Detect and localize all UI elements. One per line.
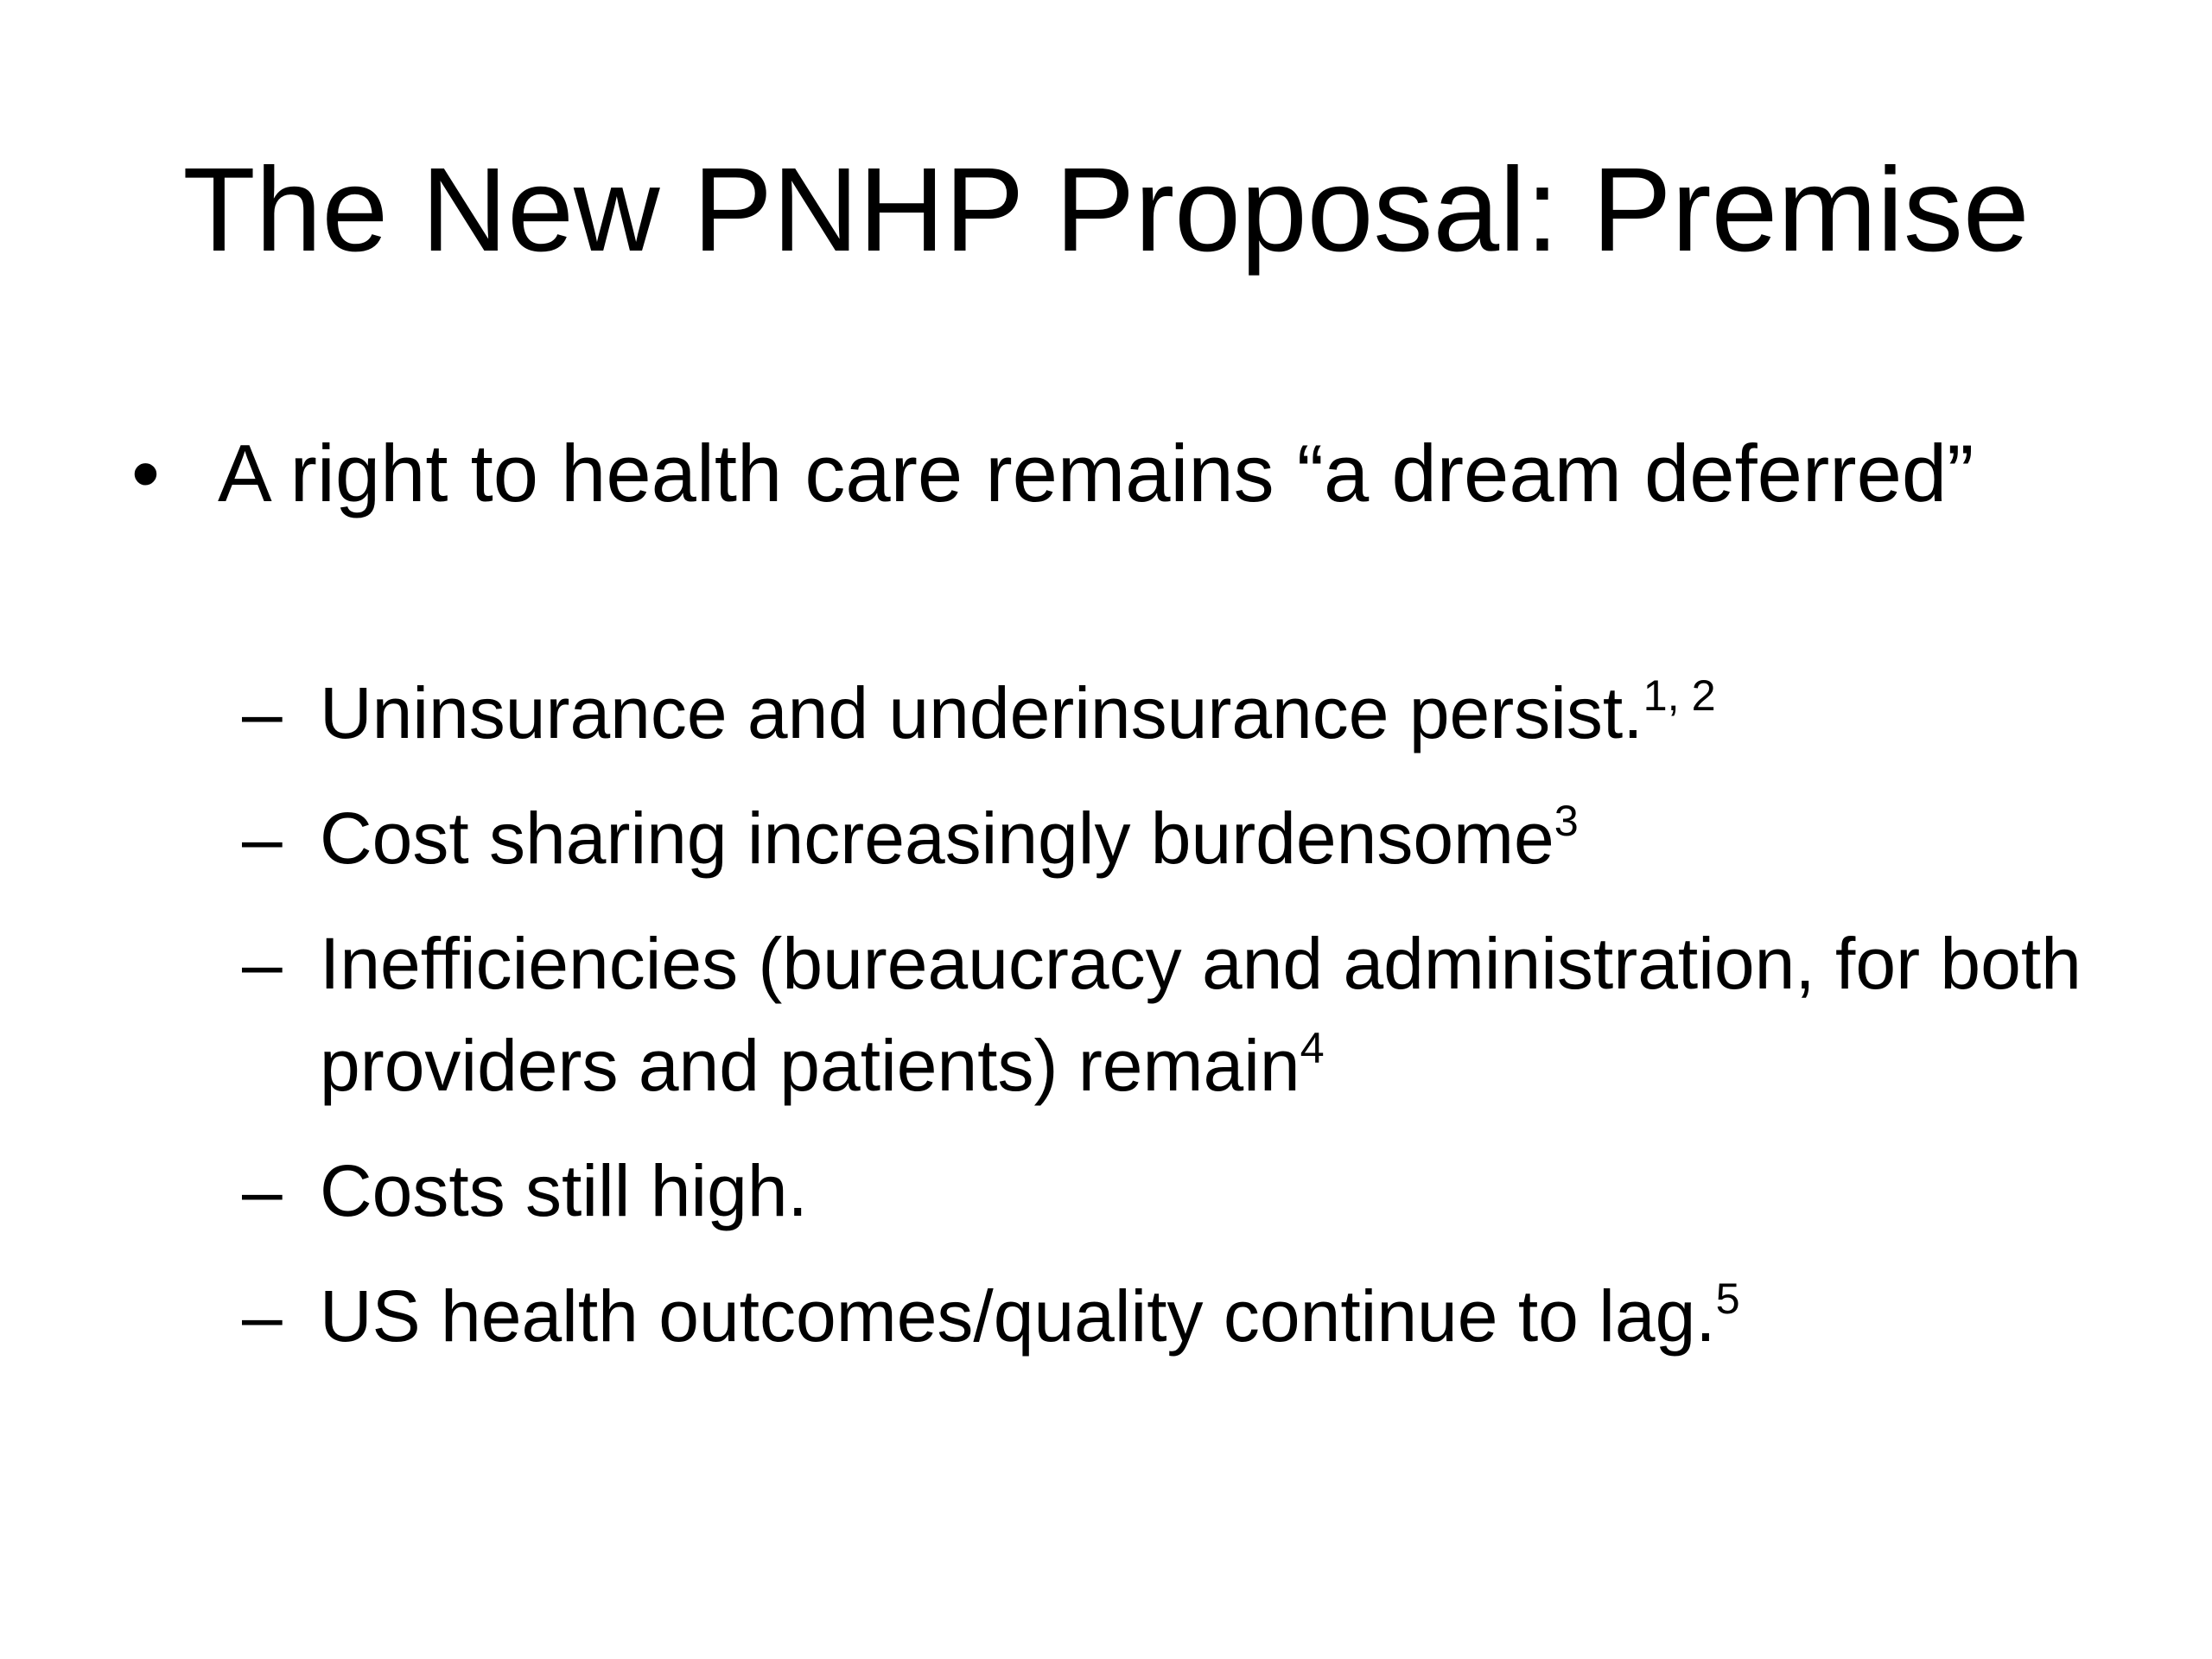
- sub-bullet-item: [242, 662, 2177, 764]
- bullet-marker: •: [131, 428, 160, 518]
- sub-bullet-item: [242, 1140, 2177, 1242]
- dash-marker: –: [242, 923, 283, 1004]
- sub-bullet-list: [242, 662, 2177, 1390]
- bullet-text: A right to health care remains “a dream deferred”: [218, 428, 1974, 518]
- footnote-ref: 3: [1554, 796, 1579, 846]
- sub-bullet-item: [242, 787, 2177, 889]
- dash-marker: –: [242, 798, 283, 879]
- footnote-ref: 4: [1300, 1023, 1325, 1073]
- sub-bullet-text: US health outcomes/quality continue to lag.: [320, 1275, 1716, 1357]
- sub-bullet-text: Costs still high.: [320, 1150, 808, 1231]
- sub-bullet-text: Uninsurance and underinsurance persist.: [320, 672, 1643, 753]
- sub-bullet-item: [242, 1265, 2177, 1367]
- sub-bullet-item: [242, 912, 2177, 1116]
- sub-bullet-text: Inefficiencies (bureaucracy and administration, for both providers and patients) remain: [320, 923, 2082, 1106]
- footnote-ref: 5: [1715, 1274, 1740, 1324]
- bullet-item: [131, 415, 2084, 532]
- dash-marker: –: [242, 672, 283, 753]
- footnote-ref: 1, 2: [1643, 671, 1716, 721]
- dash-marker: –: [242, 1275, 283, 1357]
- slide-title: The New PNHP Proposal: Premise: [182, 143, 2030, 276]
- sub-bullet-text: Cost sharing increasingly burdensome: [320, 798, 1554, 879]
- dash-marker: –: [242, 1150, 283, 1231]
